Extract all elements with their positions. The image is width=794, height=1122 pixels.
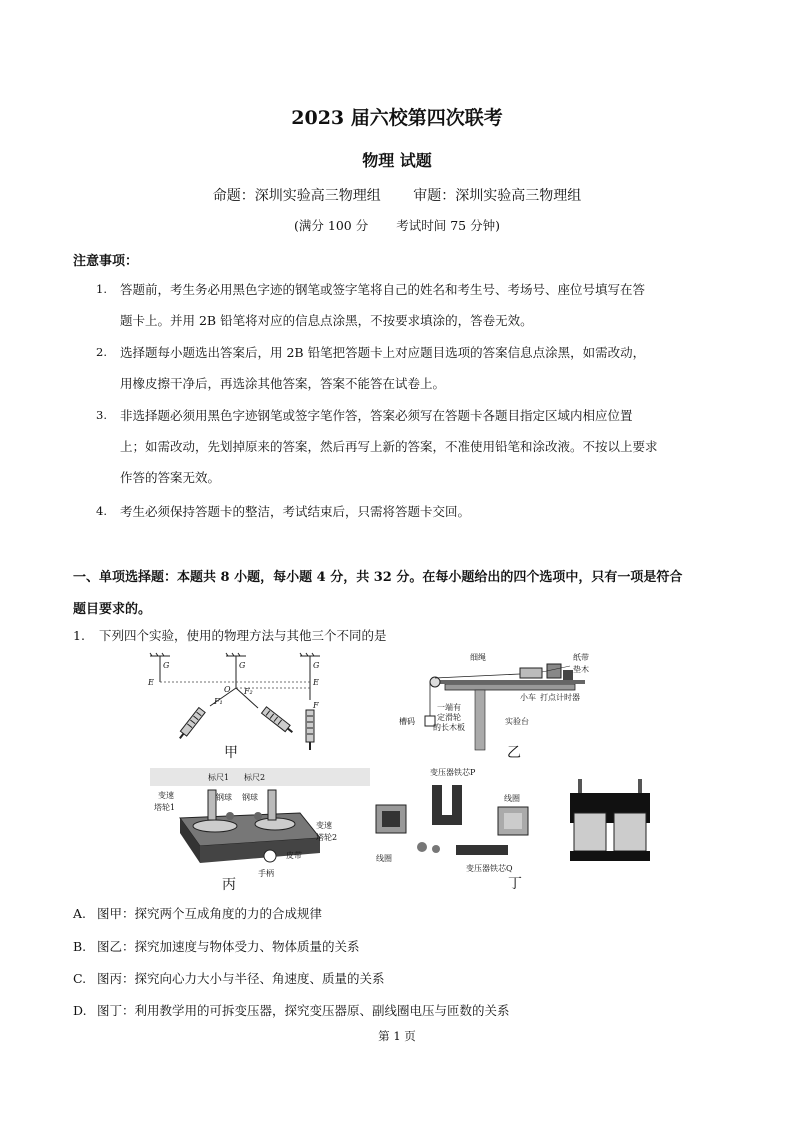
option-a — [73, 904, 322, 922]
notice-line: 非选择题必须用黑色字迹钢笔或签字笔作答，答案必须写在答题卡各题目指定区域内相应位置 — [120, 408, 633, 423]
label-timer: 打点计时器 — [540, 693, 580, 702]
label-g2: G — [239, 661, 246, 670]
option-text: 图乙：探究加速度与物体受力、物体质量的关系 — [97, 939, 360, 954]
label-board-1: 一端有 — [437, 703, 461, 712]
notice-item-4 — [96, 496, 736, 527]
label-ball-2: 钢球 — [242, 793, 258, 802]
label-e1: E — [148, 678, 154, 687]
option-b — [73, 937, 360, 955]
option-text: 图甲：探究两个互成角度的力的合成规律 — [97, 906, 323, 921]
notice-number: 2. — [96, 345, 107, 359]
notice-number: 1. — [96, 282, 107, 296]
option-text: 图丙：探究向心力大小与半径、角速度、质量的关系 — [97, 971, 385, 986]
exam-time: 考试时间 75 分钟) — [396, 218, 500, 233]
notice-number: 4. — [96, 504, 107, 518]
figure-caption: 乙 — [507, 745, 521, 761]
label-pulley-2a: 变速 — [316, 821, 332, 830]
label-g1: G — [163, 661, 170, 670]
label-board-3: 的长木板 — [433, 723, 465, 732]
figure-bing — [150, 768, 370, 893]
figure-caption: 甲 — [224, 745, 238, 761]
label-f: F — [313, 701, 319, 710]
score-time-line — [0, 216, 794, 234]
label-pulley-2b: 塔轮2 — [316, 833, 338, 842]
section-heading — [73, 562, 728, 626]
option-text: 图丁：利用教学用的可拆变压器，探究变压器原、副线圈电压与匝数的关系 — [97, 1003, 510, 1018]
figure-caption: 丁 — [508, 876, 522, 892]
notice-heading: 注意事项： — [73, 254, 139, 269]
exam-authors — [0, 185, 794, 205]
label-pulley-1a: 变速 — [158, 791, 174, 800]
label-rope: 细绳 — [470, 653, 486, 662]
option-d — [73, 1001, 510, 1019]
question-number: 1. — [73, 628, 85, 643]
spring-balance-left-icon — [177, 708, 205, 741]
label-coil-2: 线圈 — [504, 794, 520, 803]
notice-line: 选择题每小题选出答案后，用 2B 铅笔把答题卡上对应题目选项的答案信息点涂黑，如需改动， — [120, 345, 646, 360]
label-o: O — [224, 685, 231, 694]
notice-item-3 — [96, 400, 736, 493]
spring-balance-vertical-icon — [306, 710, 314, 750]
figure-ding — [370, 765, 660, 890]
notice-line: 上；如需改动，先划掉原来的答案，然后再写上新的答案，不准使用铅笔和涂改液。不按以上要求 — [120, 439, 658, 454]
label-ball-1: 钢球 — [216, 793, 232, 802]
notice-item-2 — [96, 337, 736, 399]
option-label: A. — [73, 906, 87, 921]
page-number: 第 1 页 — [378, 1029, 416, 1043]
question-text: 下列四个实验，使用的物理方法与其他三个不同的是 — [98, 628, 387, 643]
label-pulley-1b: 塔轮1 — [154, 803, 176, 812]
section-line: 题目要求的。 — [73, 602, 152, 617]
option-label: B. — [73, 939, 87, 954]
option-label: C. — [73, 971, 87, 986]
exam-subject: 物理 试题 — [362, 151, 432, 170]
spring-balance-right-icon — [262, 707, 295, 735]
exam-title: 2023 届六校第四次联考 — [291, 107, 503, 129]
label-weight: 槽码 — [399, 717, 415, 726]
label-g3: G — [313, 661, 320, 670]
label-core-q: 变压器铁芯Q — [466, 864, 513, 873]
figure-jia — [140, 650, 340, 760]
label-ruler-1: 标尺1 — [208, 773, 230, 782]
option-label: D. — [73, 1003, 87, 1018]
question-1-stem — [73, 626, 386, 644]
notice-line: 作答的答案无效。 — [120, 470, 221, 485]
figure-caption: 丙 — [222, 877, 236, 893]
notice-line: 考生必须保持答题卡的整洁，考试结束后，只需将答题卡交回。 — [120, 504, 471, 519]
label-core-p: 变压器铁芯P — [430, 768, 476, 777]
full-score: (满分 100 分 — [294, 218, 369, 233]
label-block: 垫木 — [573, 665, 589, 674]
label-e2: E — [313, 678, 319, 687]
notice-line: 答题前，考生务必用黑色字迹的钢笔或签字笔将自己的姓名和考生号、考场号、座位号填写在答 — [120, 282, 646, 297]
label-f1: F₁ — [214, 697, 223, 706]
label-cart: 小车 — [520, 693, 536, 702]
label-table: 实验台 — [505, 717, 529, 726]
notice-number: 3. — [96, 408, 107, 422]
notice-line: 题卡上。并用 2B 铅笔将对应的信息点涂黑，不按要求填涂的，答卷无效。 — [120, 313, 533, 328]
notice-line: 用橡皮擦干净后，再选涂其他答案，答案不能答在试卷上。 — [120, 376, 446, 391]
label-handle: 手柄 — [258, 869, 274, 878]
label-belt: 皮带 — [286, 851, 302, 860]
label-f2: F₂ — [244, 687, 253, 696]
notice-item-1 — [96, 274, 736, 336]
label-ruler-2: 标尺2 — [244, 773, 266, 782]
figure-yi — [395, 650, 595, 770]
label-coil-1: 线圈 — [376, 854, 392, 863]
author-text: 命题：深圳实验高三物理组 — [212, 188, 381, 204]
reviewer-text: 审题：深圳实验高三物理组 — [413, 188, 582, 204]
section-line: 一、单项选择题：本题共 8 小题，每小题 4 分，共 32 分。在每小题给出的四个选项中，只有一项是符合 — [73, 570, 683, 585]
label-board-2: 定滑轮 — [437, 713, 461, 722]
label-tape: 纸带 — [573, 653, 589, 662]
option-c — [73, 969, 385, 987]
